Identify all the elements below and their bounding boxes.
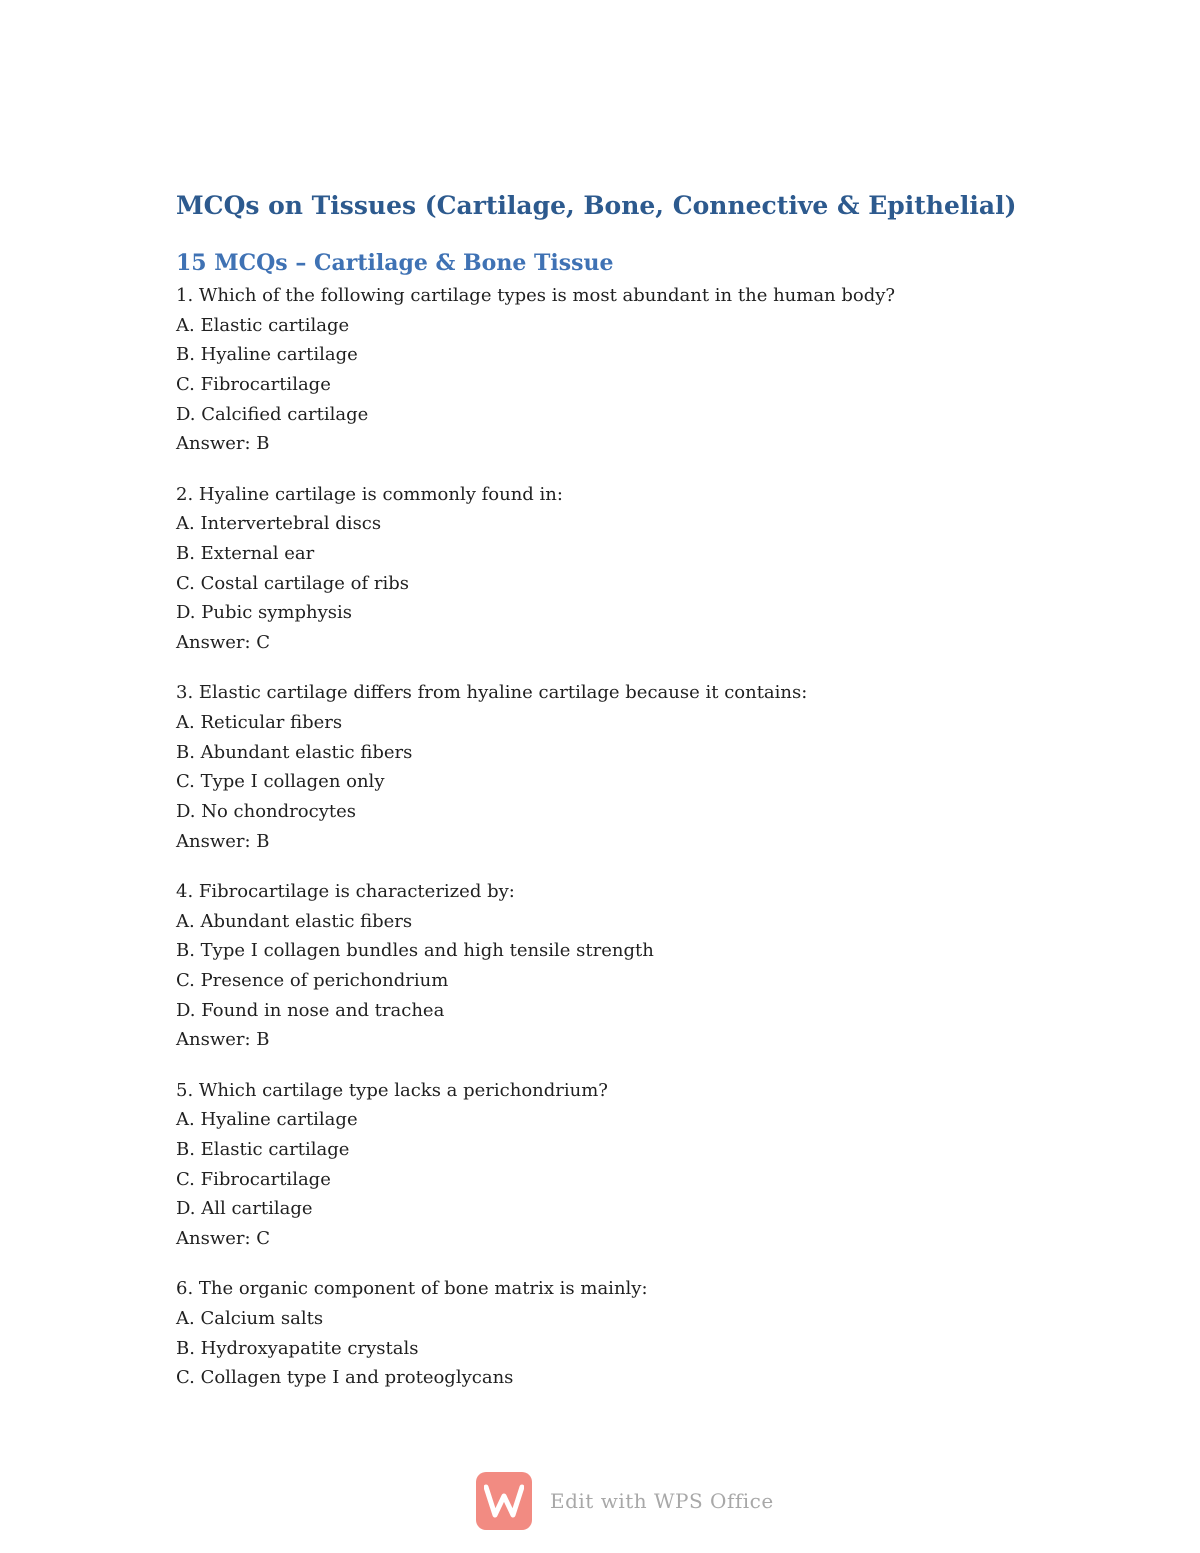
wps-logo-icon[interactable] xyxy=(476,1472,532,1530)
option-a: A. Abundant elastic fibers xyxy=(176,910,413,932)
wps-footer[interactable] xyxy=(476,1472,774,1530)
option-d: D. Pubic symphysis xyxy=(176,602,353,624)
question-2 xyxy=(176,480,1076,658)
option-d: D. Found in nose and trachea xyxy=(176,999,445,1021)
answer-line: Answer: B xyxy=(176,1029,270,1051)
option-d: D. Calcified cartilage xyxy=(176,403,369,425)
option-c: C. Fibrocartilage xyxy=(176,1168,331,1190)
option-b: B. Elastic cartilage xyxy=(176,1138,350,1160)
option-a: A. Reticular fibers xyxy=(176,711,343,733)
question-text: 5. Which cartilage type lacks a perichondrium? xyxy=(176,1079,608,1101)
option-c: C. Collagen type I and proteoglycans xyxy=(176,1367,514,1389)
question-text: 3. Elastic cartilage differs from hyaline cartilage because it contains: xyxy=(176,682,808,704)
answer-line: Answer: C xyxy=(176,632,271,654)
option-a: A. Intervertebral discs xyxy=(176,513,382,535)
question-text: 6. The organic component of bone matrix is mainly: xyxy=(176,1278,648,1300)
question-1 xyxy=(176,281,1076,459)
question-text: 4. Fibrocartilage is characterized by: xyxy=(176,880,515,902)
section-heading: 15 MCQs – Cartilage & Bone Tissue xyxy=(176,250,614,276)
option-b: B. Hydroxyapatite crystals xyxy=(176,1337,419,1359)
question-5 xyxy=(176,1076,1076,1254)
option-c: C. Costal cartilage of ribs xyxy=(176,572,409,594)
option-d: D. All cartilage xyxy=(176,1198,313,1220)
answer-line: Answer: C xyxy=(176,1227,271,1249)
option-c: C. Fibrocartilage xyxy=(176,374,331,396)
answer-line: Answer: B xyxy=(176,830,270,852)
option-d: D. No chondrocytes xyxy=(176,801,356,822)
option-c: C. Type I collagen only xyxy=(176,771,385,793)
wps-edit-label[interactable]: Edit with WPS Office xyxy=(550,1489,774,1513)
option-a: A. Hyaline cartilage xyxy=(176,1109,358,1131)
option-c: C. Presence of perichondrium xyxy=(176,969,449,991)
option-a: A. Calcium salts xyxy=(176,1307,324,1329)
option-b: B. Type I collagen bundles and high tensile strength xyxy=(176,940,654,962)
question-4 xyxy=(176,877,1076,1055)
question-text: 1. Which of the following cartilage types is most abundant in the human body? xyxy=(176,285,896,306)
option-b: B. External ear xyxy=(176,543,315,564)
option-b: B. Abundant elastic fibers xyxy=(176,741,413,763)
question-3 xyxy=(176,678,1076,856)
question-text: 2. Hyaline cartilage is commonly found in: xyxy=(176,483,563,505)
answer-line: Answer: B xyxy=(176,433,270,455)
option-a: A. Elastic cartilage xyxy=(176,314,350,336)
question-6 xyxy=(176,1274,1076,1393)
document-title: MCQs on Tissues (Cartilage, Bone, Connective & Epithelial) xyxy=(176,191,1017,220)
option-b: B. Hyaline cartilage xyxy=(176,344,358,366)
mcq-list xyxy=(176,281,1076,1413)
